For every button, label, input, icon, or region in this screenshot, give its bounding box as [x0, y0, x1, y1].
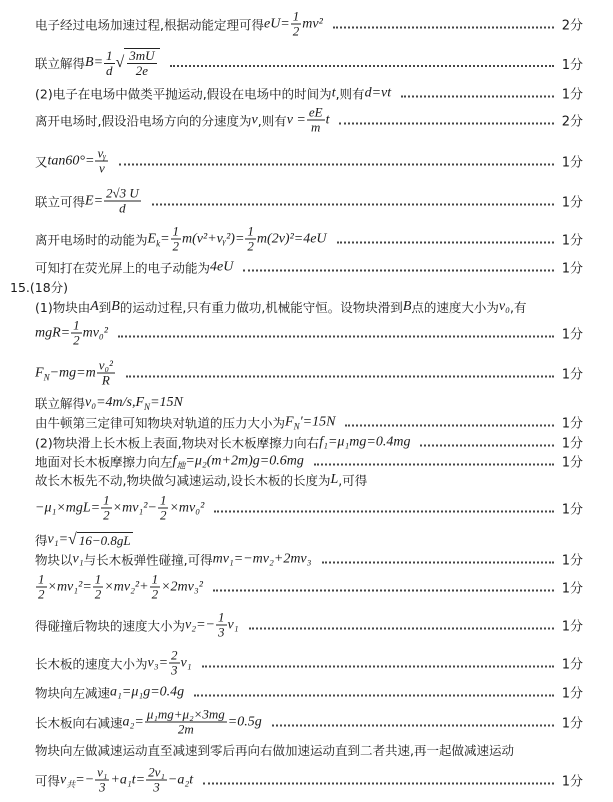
fraction-numerator: 1 [292, 8, 300, 24]
math-expression: +a₁t= [110, 772, 146, 787]
score-points: 1分 [561, 553, 583, 569]
fraction-denominator: d [106, 62, 113, 78]
text-segment: 点的速度大小为 [411, 300, 499, 315]
solution-line [35, 452, 583, 471]
solution-line [35, 433, 583, 452]
fraction-denominator: d [119, 200, 126, 216]
dotted-leader [194, 694, 554, 696]
line-content [35, 413, 335, 431]
line-content [35, 550, 312, 568]
math-expression: E= [85, 193, 104, 208]
math-expression: v = [286, 112, 306, 127]
fraction-numerator: 1 [218, 609, 225, 625]
math-expression: v [60, 772, 67, 787]
math-expression: B= [85, 55, 104, 70]
solution-line [35, 10, 583, 39]
solution-line [35, 106, 583, 135]
text-segment: ,有 [509, 300, 527, 315]
line-content [35, 187, 142, 216]
math-expression: mv₁=−mv₂+2mv₃ [212, 551, 312, 566]
fraction-denominator: R [101, 372, 110, 388]
line-content [35, 319, 108, 348]
solution-line [35, 708, 583, 737]
solution-line [35, 298, 583, 316]
math-expression: ×2mv₃² [161, 579, 203, 594]
solution-line [35, 147, 583, 176]
score-points: 2分 [561, 114, 583, 130]
math-subscript: N [43, 372, 50, 382]
line-content [35, 84, 391, 102]
square-root [68, 531, 133, 549]
fraction [127, 49, 156, 78]
text-segment: 15.(18分) [10, 280, 69, 295]
solution-line [35, 611, 583, 640]
solution-line [35, 258, 583, 277]
dotted-leader [339, 122, 553, 124]
math-expression: F [35, 365, 44, 380]
score-points: 1分 [561, 367, 583, 383]
math-expression: m(v²+vᵧ²)= [182, 231, 245, 246]
text-segment: 长木板的速度大小为 [35, 656, 148, 671]
math-expression: =μ₂(m+2m)g=0.6mg [185, 453, 304, 468]
score-points: 1分 [561, 416, 583, 432]
math-expression: B [402, 299, 412, 314]
score-points: 1分 [561, 716, 583, 732]
text-segment: 物块向左做减速运动直至减速到零后再向右做加速运动直到二者共速,再一起做减速运动 [35, 743, 514, 758]
fraction [216, 611, 227, 640]
math-expression: a₁=μ₁g=0.4g [110, 684, 185, 699]
text-segment: 到 [98, 300, 112, 315]
dotted-leader [152, 203, 554, 205]
fraction-denominator: m [311, 119, 321, 135]
dotted-leader [314, 463, 554, 465]
fraction [291, 10, 302, 39]
fraction-numerator: 1 [103, 492, 110, 508]
line-content [35, 573, 203, 602]
fraction-denominator: 2e [135, 63, 149, 78]
fraction [97, 359, 115, 388]
dotted-leader [170, 65, 554, 67]
dotted-leader [202, 665, 554, 667]
score-points: 1分 [561, 657, 583, 673]
line-content [35, 708, 262, 737]
line-content [35, 298, 526, 316]
math-expression: mv₀² [82, 325, 108, 340]
question-heading [10, 278, 583, 296]
square-root [116, 48, 160, 78]
fraction [307, 106, 325, 135]
text-segment: ,则有 [257, 113, 287, 128]
dotted-leader [337, 241, 554, 243]
math-expression: m(2v)²=4eU [256, 231, 327, 246]
solution-line [35, 359, 583, 388]
score-points: 1分 [561, 455, 583, 471]
fraction [150, 573, 161, 602]
text-segment: 电子经过电场加速过程,根据动能定理可得 [35, 17, 264, 32]
solution-line [35, 649, 583, 678]
fraction [245, 225, 256, 254]
dotted-leader [249, 627, 554, 629]
fraction-numerator: 2 [171, 647, 178, 663]
math-expression: tan60°= [47, 153, 95, 168]
fraction-denominator: 2 [172, 238, 180, 254]
fraction [95, 766, 109, 795]
text-segment: 故长木板先不动,物块做匀减速运动,设长木板的长度为 [35, 473, 331, 488]
fraction-numerator: 1 [38, 571, 45, 587]
dotted-leader [203, 782, 554, 784]
fraction-numerator: μ₁mg+μ₂×3mg [146, 706, 225, 722]
fraction-numerator: v₀² [98, 357, 113, 373]
dotted-leader [118, 335, 554, 337]
math-expression: B [111, 299, 120, 314]
fraction-numerator: 1 [247, 223, 254, 239]
fraction [95, 147, 108, 176]
fraction [101, 494, 112, 523]
fraction [169, 649, 180, 678]
math-expression: A [90, 299, 99, 314]
solution-line [35, 494, 583, 523]
line-content [35, 147, 109, 176]
math-expression: L [330, 472, 339, 487]
math-expression: v₁ [180, 655, 192, 670]
fraction [146, 766, 167, 795]
math-expression: t [331, 85, 336, 100]
solution-line [35, 573, 583, 602]
line-content [35, 258, 233, 276]
fraction [145, 708, 227, 737]
score-points: 1分 [561, 502, 583, 518]
line-content [35, 494, 204, 523]
score-points: 1分 [561, 436, 583, 452]
math-expression: F [285, 414, 294, 429]
fraction-denominator: 3 [153, 779, 160, 795]
math-expression: v₁ [72, 551, 84, 566]
line-content [35, 683, 184, 701]
math-subscript: 共 [66, 779, 76, 790]
line-content [35, 359, 116, 388]
text-segment: 物块向左减速 [35, 685, 111, 700]
dotted-leader [119, 163, 553, 165]
math-expression: −a₂t [167, 772, 194, 787]
math-expression: v₁ [227, 617, 239, 632]
fraction-numerator: eE [308, 104, 323, 120]
solution-line [35, 394, 583, 412]
line-content [35, 741, 514, 759]
text-segment: ,则有 [335, 86, 365, 101]
math-expression: v₀ [498, 299, 510, 314]
math-expression: =− [75, 772, 95, 787]
fraction [104, 49, 115, 78]
line-content [10, 278, 68, 296]
solution-line [35, 766, 583, 795]
fraction-denominator: 2 [247, 238, 254, 254]
math-expression: v₀=4m/s,F [85, 395, 145, 410]
fraction-denominator: 2 [292, 23, 300, 39]
fraction-denominator: 2 [73, 332, 80, 348]
solution-line [35, 84, 583, 103]
math-subscript: N [293, 421, 300, 431]
dotted-leader [333, 26, 554, 28]
text-segment: 联立可得 [35, 194, 86, 209]
text-segment: 可得 [35, 773, 61, 788]
fraction-numerator: 1 [151, 571, 159, 587]
math-expression: 4eU [210, 259, 234, 274]
solution-line [35, 48, 583, 78]
fraction-numerator: 3mU [129, 48, 155, 63]
math-expression: v₁= [47, 532, 69, 547]
fraction [93, 573, 104, 602]
math-expression: =15N [150, 395, 183, 410]
dotted-leader [272, 724, 554, 726]
text-segment: (2)物块滑上长木板上表面,物块对长木板摩擦力向右 [35, 435, 320, 450]
text-segment: 地面对长木板摩擦力向左 [35, 454, 173, 469]
dotted-leader [213, 589, 554, 591]
math-expression: =0.5g [227, 714, 262, 729]
solution-line [35, 319, 583, 348]
math-expression: = [160, 231, 170, 246]
line-content [35, 452, 304, 470]
text-segment: 长木板向右减速 [35, 715, 123, 730]
math-expression: ×mv₁²− [112, 500, 157, 515]
solution-line [35, 550, 583, 569]
score-points: 1分 [561, 581, 583, 597]
math-expression: −μ₁×mgL= [35, 500, 101, 515]
math-expression: ×mv₂²+ [104, 579, 149, 594]
fraction [171, 225, 182, 254]
score-points: 1分 [561, 195, 583, 211]
dotted-leader [345, 424, 553, 426]
math-subscript: 地 [176, 460, 186, 471]
fraction-denominator: 2m [177, 721, 194, 737]
score-points: 1分 [561, 686, 583, 702]
fraction-denominator: 2 [38, 586, 45, 602]
score-points: 1分 [561, 57, 583, 73]
math-subscript: k [156, 238, 161, 248]
fraction-numerator: vᵧ [97, 145, 107, 161]
math-expression: f₁=μ₁mg=0.4mg [319, 434, 411, 449]
line-content [35, 766, 193, 795]
fraction-numerator: 1 [106, 47, 113, 63]
fraction-denominator: 3 [171, 662, 178, 678]
line-content [35, 433, 410, 451]
score-points: 1分 [561, 327, 583, 343]
text-segment: (1)物块由 [35, 300, 91, 315]
fraction-denominator: 2 [103, 507, 110, 523]
math-expression: mv² [302, 16, 323, 31]
math-expression: v [251, 112, 258, 127]
dotted-leader [243, 269, 553, 271]
fraction [104, 187, 141, 216]
line-content [35, 649, 192, 678]
math-expression: mgR= [35, 325, 71, 340]
text-segment: ,可得 [338, 473, 368, 488]
solution-line [35, 531, 583, 549]
line-content [35, 611, 239, 640]
math-expression: −mg=m [49, 365, 96, 380]
score-points: 1分 [561, 261, 583, 277]
line-content [35, 531, 133, 549]
fraction-numerator: 1 [73, 317, 80, 333]
radicand [124, 48, 159, 78]
math-expression: t [325, 112, 330, 127]
radicand: 16−0.8gL [78, 532, 131, 548]
fraction-numerator: 2√3 U [106, 185, 139, 201]
text-segment: 联立解得 [35, 396, 86, 411]
math-expression: v₂=− [185, 617, 215, 632]
text-segment: 又 [35, 154, 48, 169]
solution-line [35, 225, 583, 254]
fraction-numerator: 1 [172, 223, 180, 239]
math-expression: eU= [263, 16, 290, 31]
text-segment: 的运动过程,只有重力做功,机械能守恒。设物块滑到 [119, 300, 403, 315]
math-expression: ×mv₁²= [47, 579, 92, 594]
solution-line [35, 683, 583, 702]
math-subscript: N [144, 402, 151, 412]
dotted-leader [420, 444, 553, 446]
line-content [35, 10, 323, 39]
dotted-leader [126, 375, 554, 377]
fraction-denominator: v [98, 160, 105, 176]
fraction [71, 319, 82, 348]
score-points: 1分 [561, 155, 583, 171]
math-expression: f [172, 453, 177, 468]
solution-line [35, 187, 583, 216]
text-segment: 得碰撞后物块的速度大小为 [35, 618, 186, 633]
dotted-leader [322, 561, 554, 563]
line-content [35, 48, 160, 78]
text-segment: 与长木板弹性碰撞,可得 [83, 552, 213, 567]
text-segment: 离开电场时的动能为 [35, 232, 148, 247]
text-segment: 由牛顿第三定律可知物块对轨道的压力大小为 [35, 415, 286, 430]
fraction-numerator: 2v₁ [148, 764, 165, 780]
line-content [35, 394, 183, 412]
radical-sign-icon: √ [68, 531, 77, 548]
solution-line [35, 471, 583, 489]
text-segment: 物块以 [35, 552, 73, 567]
score-points: 1分 [561, 774, 583, 790]
math-expression: ′=15N [299, 414, 336, 429]
math-expression: E [147, 231, 157, 246]
fraction-numerator: 1 [94, 571, 102, 587]
fraction-denominator: 3 [218, 624, 225, 640]
math-expression: d=vt [364, 85, 392, 100]
solution-line [35, 413, 583, 432]
dotted-leader [214, 510, 553, 512]
fraction-numerator: 1 [159, 492, 167, 508]
text-segment: 得 [35, 533, 48, 548]
text-segment: 离开电场时,假设沿电场方向的分速度为 [35, 113, 252, 128]
text-segment: 可知打在荧光屏上的电子动能为 [35, 260, 211, 275]
math-expression: a₂= [122, 714, 144, 729]
score-points: 1分 [561, 233, 583, 249]
dotted-leader [401, 95, 554, 97]
fraction-denominator: 3 [99, 779, 106, 795]
fraction-denominator: 2 [159, 507, 167, 523]
radical-sign-icon: √ [115, 54, 125, 71]
score-points: 1分 [561, 619, 583, 635]
math-expression: v₃= [147, 655, 169, 670]
solution-line [35, 741, 583, 759]
fraction [158, 494, 169, 523]
fraction-denominator: 2 [94, 586, 102, 602]
fraction-numerator: v₁ [97, 764, 108, 780]
text-segment: 联立解得 [35, 56, 86, 71]
line-content [35, 471, 367, 489]
score-points: 2分 [561, 18, 583, 34]
text-segment: (2)电子在电场中做类平抛运动,假设在电场中的时间为 [35, 86, 332, 101]
math-expression: ×mv₀² [169, 500, 205, 515]
fraction-denominator: 2 [151, 586, 159, 602]
fraction [36, 573, 47, 602]
line-content [35, 106, 329, 135]
score-points: 1分 [561, 87, 583, 103]
line-content [35, 225, 327, 254]
